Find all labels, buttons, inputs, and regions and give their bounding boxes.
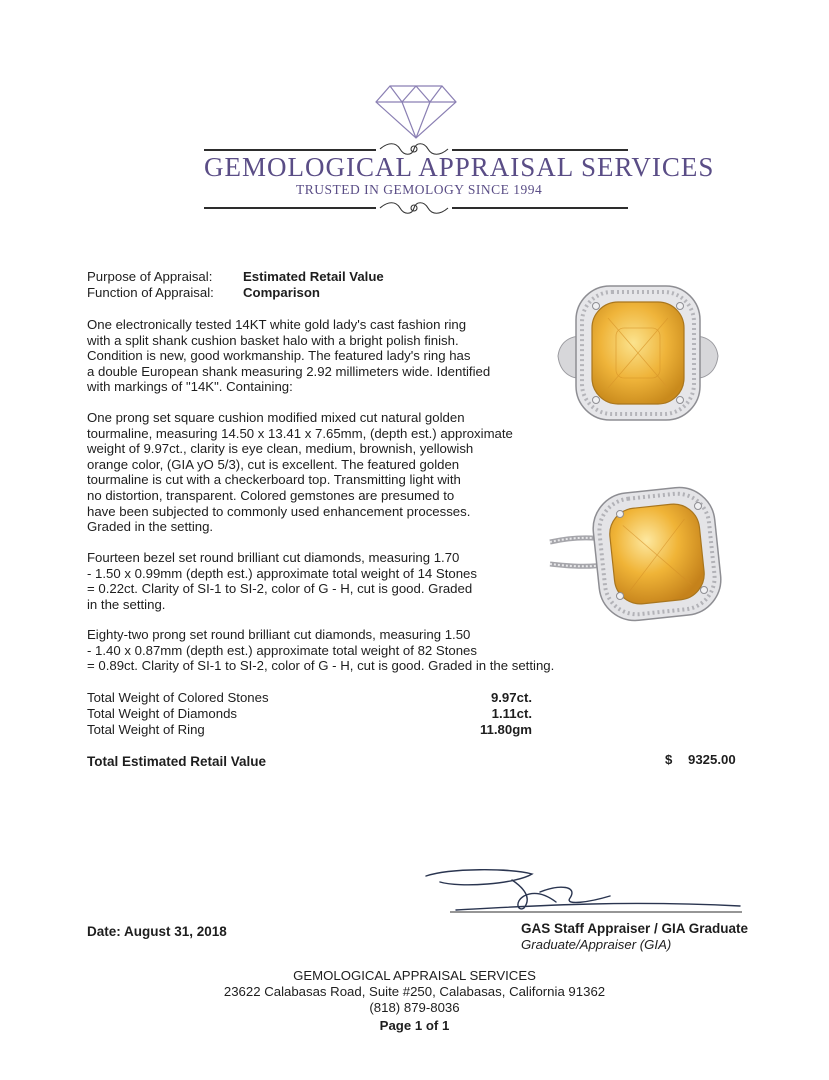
bezel-diamonds-paragraph xyxy=(87,550,567,612)
text-line: tourmaline is cut with a checkerboard top. Transmitting light with xyxy=(87,472,461,488)
footer-page-number: Page 1 of 1 xyxy=(379,1018,450,1033)
footer-company: GEMOLOGICAL APPRAISAL SERVICES xyxy=(293,968,536,983)
function-label: Function of Appraisal: xyxy=(87,285,214,300)
retail-value-label: Total Estimated Retail Value xyxy=(87,754,267,769)
text-line: - 1.40 x 0.87mm (depth est.) approximate total weight of 82 Stones xyxy=(87,642,477,658)
total-colored-label: Total Weight of Colored Stones xyxy=(87,690,269,705)
text-line: orange color, (GIA yO 5/3), cut is excellent. The featured golden xyxy=(87,456,460,472)
bottom-divider-left xyxy=(204,207,376,209)
bottom-divider-right xyxy=(452,207,628,209)
appraiser-subtitle: Graduate/Appraiser (GIA) xyxy=(521,937,672,952)
appraisal-date: Date: August 31, 2018 xyxy=(87,924,227,939)
total-diamonds-label: Total Weight of Diamonds xyxy=(87,706,238,721)
ring-photo-side xyxy=(548,478,728,628)
prong-diamonds-paragraph xyxy=(87,627,587,674)
brand-tagline: TRUSTED IN GEMOLOGY SINCE 1994 xyxy=(296,182,543,197)
text-line: no distortion, transparent. Colored gemstones are presumed to xyxy=(87,487,455,503)
text-line: Condition is new, good workmanship. The featured lady's ring has xyxy=(87,348,471,364)
text-line: Eighty-two prong set round brilliant cut diamonds, measuring 1.50 xyxy=(87,627,471,642)
text-line: in the setting. xyxy=(87,596,166,612)
text-line: weight of 9.97ct., clarity is eye clean, medium, brownish, yellowish xyxy=(87,441,474,457)
top-divider-right xyxy=(452,149,628,151)
text-line: - 1.50 x 0.99mm (depth est.) approximate total weight of 14 Stones xyxy=(87,565,477,581)
description-paragraph xyxy=(87,317,567,395)
text-line: One electronically tested 14KT white gold lady's cast fashion ring xyxy=(87,317,467,332)
tourmaline-paragraph xyxy=(87,410,567,535)
purpose-label: Purpose of Appraisal: xyxy=(87,269,213,284)
top-divider-left xyxy=(204,149,376,151)
diamond-logo-icon xyxy=(370,80,462,142)
total-colored-value: 9.97ct. xyxy=(490,690,532,705)
text-line: a double European shank measuring 2.92 millimeters wide. Identified xyxy=(87,363,491,379)
footer-address: 23622 Calabasas Road, Suite #250, Calabasas, California 91362 xyxy=(223,984,606,999)
text-line: One prong set square cushion modified mixed cut natural golden xyxy=(87,410,465,425)
total-diamonds-value: 1.11ct. xyxy=(491,706,532,721)
text-line: tourmaline, measuring 14.50 x 13.41 x 7.65mm, (depth est.) approximate xyxy=(87,425,513,441)
appraiser-signature xyxy=(420,862,750,920)
total-ring-value: 11.80gm xyxy=(479,722,532,737)
footer-phone: (818) 879-8036 xyxy=(369,1000,460,1015)
text-line: = 0.22ct. Clarity of SI-1 to SI-2, color of G - H, cut is good. Graded xyxy=(87,581,473,597)
purpose-value: Estimated Retail Value xyxy=(243,269,384,284)
ornament-bottom-icon xyxy=(378,199,450,217)
text-line: Graded in the setting. xyxy=(87,519,214,535)
ring-photo-top xyxy=(548,278,728,428)
retail-amount: 9325.00 xyxy=(688,752,736,767)
text-line: with a split shank cushion basket halo with a bright polish finish. xyxy=(87,332,459,348)
retail-currency: $ xyxy=(665,752,673,767)
text-line: Fourteen bezel set round brilliant cut diamonds, measuring 1.70 xyxy=(87,550,460,565)
appraiser-title: GAS Staff Appraiser / GIA Graduate xyxy=(521,921,749,936)
brand-name: GEMOLOGICAL APPRAISAL SERVICES xyxy=(204,152,715,182)
function-value: Comparison xyxy=(243,285,320,300)
text-line: = 0.89ct. Clarity of SI-1 to SI-2, color of G - H, cut is good. Graded in the setting. xyxy=(87,658,555,674)
total-ring-label: Total Weight of Ring xyxy=(87,722,205,737)
text-line: have been subjected to commonly used enhancement processes. xyxy=(87,503,471,519)
text-line: with markings of "14K". Containing: xyxy=(87,379,293,395)
